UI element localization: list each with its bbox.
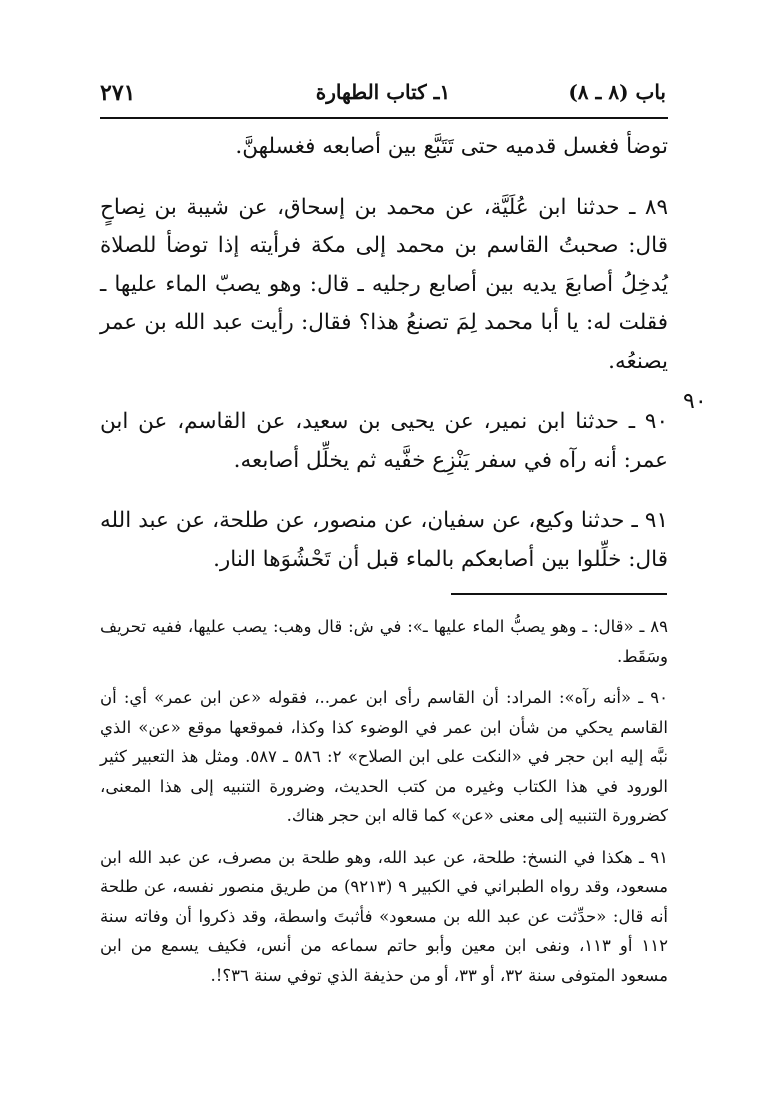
margin-number: ٩٠ xyxy=(683,389,707,414)
hadith-90: ٩٠ ـ حدثنا ابن نمير، عن يحيى بن سعيد، عن القاسم، عن ابن عمر: أنه رآه في سفر يَنْزِع خفَّيه ثم يخلِّل أصابعه. xyxy=(100,409,668,473)
footnote-rule xyxy=(451,593,667,595)
footnotes xyxy=(100,612,668,990)
running-header xyxy=(100,78,666,112)
main-text xyxy=(100,128,668,579)
book-title: ١ـ كتاب الطهارة xyxy=(315,80,451,104)
footnote-90: ٩٠ ـ «أنه رآه»: المراد: أن القاسم رأى ابن عمر..، فقوله «عن ابن عمر» أي: أن القاسم يحكي من شأن ابن عمر في الوضوء كذا وكذا، فموقعها موقع «عن» الذي نبَّه إليه ابن حجر في «النكت على ابن الصلاح» ٢: ٥٨٦ ـ ٥٨٧. ومثل هذ التعبير كثير الورود في هذا الكتاب وغيره من كتب الحديث، وضرورة التنبيه إلى هذا المعنى، كضرورة التنبيه إلى معنى «عن» كما قاله ابن حجر هناك. xyxy=(100,688,669,825)
footnote-91: ٩١ ـ هكذا في النسخ: طلحة، عن عبد الله، وهو طلحة بن مصرف، عن عبد الله ابن مسعود، وقد رواه الطبراني في الكبير ٩ (٩٢١٣) من طريق منصور نفسه، عن طلحة أنه قال: «حدِّثت عن عبد الله بن مسعود» فأثبتَ واسطة، وقد ذكروا أن وفاته سنة ١١٢ أو ١١٣، ونفى ابن معين وأبو حاتم سماعه من أنس، فكيف يسمع من ابن مسعود المتوفى سنة ٣٢، أو ٣٣، أو من حذيفة الذي توفي سنة ٣٦؟!. xyxy=(100,847,669,985)
hadith-89: ٨٩ ـ حدثنا ابن عُلَيَّة، عن محمد بن إسحاق، عن شيبة بن نِصاحٍ قال: صحبتُ القاسم بن محمد إلى مكة فرأيته إذا توضأ للصلاة يُدخِلُ أصابعَ يديه بين أصابع رجليه ـ قال: وهو يصبّ الماء عليها ـ فقلت له: يا أبا محمد لِمَ تصنعُ هذا؟ فقال: رأيت عبد الله بن عمر يصنعُه. xyxy=(100,194,668,374)
header-rule xyxy=(100,117,668,119)
page-number: ٢٧١ xyxy=(100,80,136,106)
continuation-paragraph: توضأ فغسل قدميه حتى تَتَبَّع بين أصابعه فغسلهنَّ. xyxy=(235,134,668,159)
chapter-label: باب (٨ ـ ٨) xyxy=(568,80,666,104)
hadith-91: ٩١ ـ حدثنا وكيع، عن سفيان، عن منصور، عن طلحة، عن عبد الله قال: خلِّلوا بين أصابعكم بالماء قبل أن تَحْشُوَها النار. xyxy=(100,508,668,572)
footnote-89: ٨٩ ـ «قال: ـ وهو يصبُّ الماء عليها ـ»: في ش: قال وهب: يصب عليها، ففيه تحريف وسَقَط. xyxy=(100,617,668,666)
